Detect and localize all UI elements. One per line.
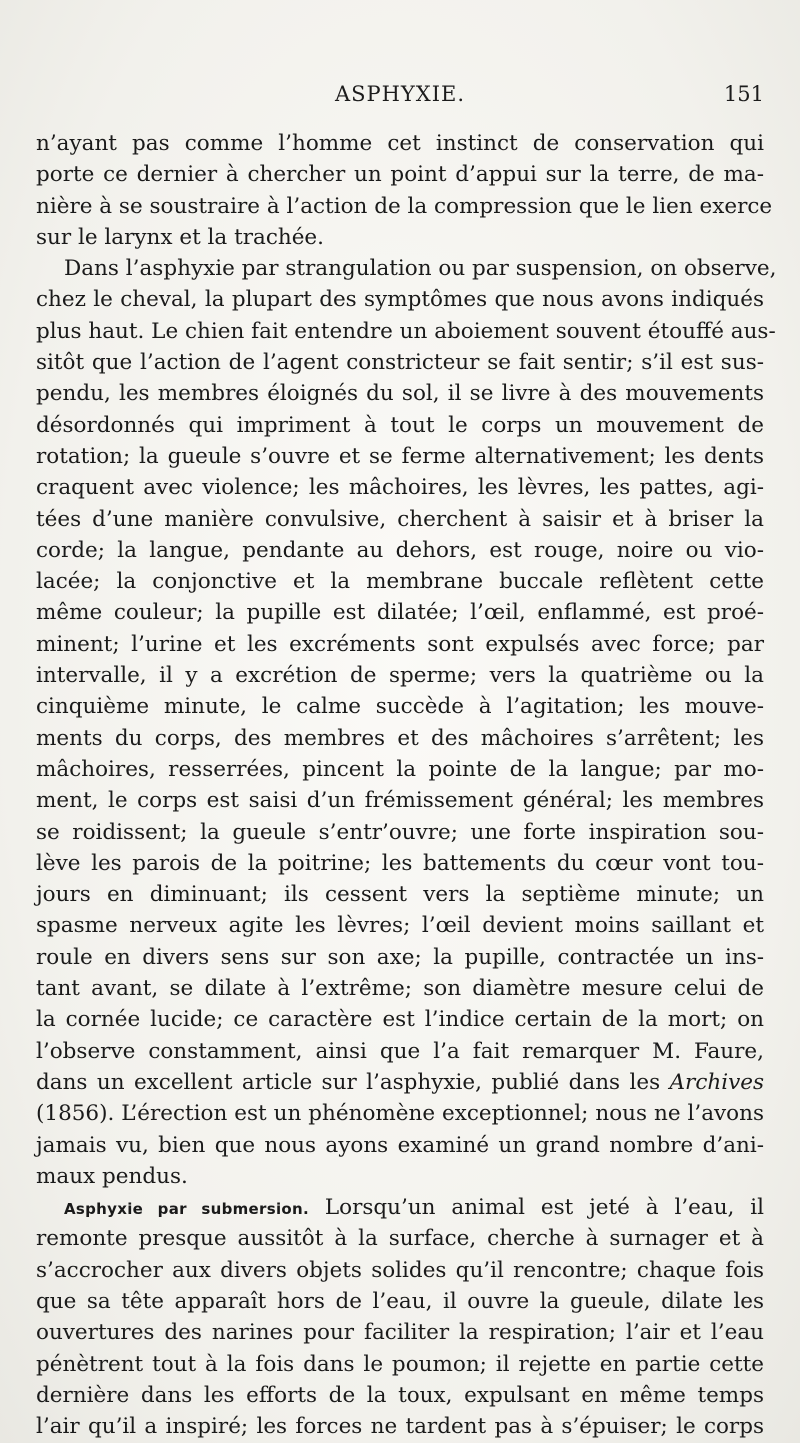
text-line: jamais vu, bien que nous ayons examiné un grand nombre d’ani- bbox=[36, 1132, 764, 1158]
text-line: ments du corps, des membres et des mâchoires s’arrêtent; les bbox=[36, 725, 764, 751]
text-line: corde; la langue, pendante au dehors, est rouge, noire ou vio- bbox=[36, 537, 764, 563]
text-line: mâchoires, resserrées, pincent la pointe de la langue; par mo- bbox=[36, 756, 764, 782]
text-line: l’air qu’il a inspiré; les forces ne tardent pas à s’épuiser; le corps bbox=[36, 1414, 764, 1440]
text-line: (1856). L’érection est un phénomène exceptionnel; nous ne l’avons bbox=[36, 1101, 764, 1127]
text-line: même couleur; la pupille est dilatée; l’œil, enflammé, est proé- bbox=[36, 600, 764, 626]
text-line: l’observe constamment, ainsi que l’a fait remarquer M. Faure, bbox=[36, 1038, 764, 1064]
text-line: lacée; la conjonctive et la membrane buccale reflètent cette bbox=[36, 569, 764, 595]
text-line: lève les parois de la poitrine; les battements du cœur vont tou- bbox=[36, 850, 764, 876]
text-line: plus haut. Le chien fait entendre un aboiement souvent étouffé aus- bbox=[36, 318, 776, 344]
running-title: ASPHYXIE. bbox=[334, 82, 466, 106]
text-line: sur le larynx et la trachée. bbox=[36, 224, 324, 250]
text-line: minent; l’urine et les excréments sont expulsés avec force; par bbox=[36, 631, 764, 657]
text-line: tant avant, se dilate à l’extrême; son diamètre mesure celui de bbox=[36, 976, 764, 1002]
text-line: remonte presque aussitôt à la surface, cherche à surnager et à bbox=[36, 1226, 764, 1252]
text-line: roule en divers sens sur son axe; la pupille, contractée un ins- bbox=[36, 944, 764, 970]
text-line: se roidissent; la gueule s’entr’ouvre; une forte inspiration sou- bbox=[36, 819, 764, 845]
text-line: désordonnés qui impriment à tout le corps un mouvement de bbox=[36, 412, 764, 438]
text-line: ouvertures des narines pour faciliter la respiration; l’air et l’eau bbox=[36, 1320, 764, 1346]
text-line-archives bbox=[36, 1067, 764, 1098]
text-line: spasme nerveux agite les lèvres; l’œil devient moins saillant et bbox=[36, 913, 764, 939]
text-line: tées d’une manière convulsive, cherchent à saisir et à briser la bbox=[36, 506, 764, 532]
text-line: intervalle, il y a excrétion de sperme; vers la quatrième ou la bbox=[36, 663, 764, 689]
text-line: que sa tête apparaît hors de l’eau, il ouvre la gueule, dilate les bbox=[36, 1288, 764, 1314]
text-line: porte ce dernier à chercher un point d’appui sur la terre, de ma- bbox=[36, 162, 764, 188]
text-line: jours en diminuant; ils cessent vers la septième minute; un bbox=[36, 882, 764, 908]
text-line: ment, le corps est saisi d’un frémissement général; les membres bbox=[36, 788, 764, 814]
text-line: la cornée lucide; ce caractère est l’indice certain de la mort; on bbox=[36, 1007, 764, 1033]
text-line: s’accrocher aux divers objets solides qu’il rencontre; chaque fois bbox=[36, 1257, 764, 1283]
text-line: dernière dans les efforts de la toux, expulsant en même temps bbox=[36, 1382, 764, 1408]
text-segment: Lorsqu’un animal est jeté à l’eau, il bbox=[308, 1195, 764, 1221]
section-heading: Asphyxie par submersion. bbox=[64, 1200, 309, 1219]
journal-title: Archives bbox=[669, 1069, 764, 1095]
text-line: craquent avec violence; les mâchoires, les lèvres, les pattes, agi- bbox=[36, 475, 764, 501]
text-segment: dans un excellent article sur l’asphyxie, publié dans les bbox=[36, 1069, 670, 1095]
text-line: sitôt que l’action de l’agent constricteur se fait sentir; s’il est sus- bbox=[36, 350, 764, 376]
page-header bbox=[36, 82, 764, 116]
body-text bbox=[36, 128, 777, 1442]
text-line: pendu, les membres éloignés du sol, il se livre à des mouvements bbox=[36, 381, 764, 407]
text-line: chez le cheval, la plupart des symptômes que nous avons indiqués bbox=[36, 287, 764, 313]
text-line: Dans l’asphyxie par strangulation ou par suspension, on observe, bbox=[64, 256, 777, 282]
section-first-line bbox=[36, 1192, 764, 1223]
text-line: nière à se soustraire à l’action de la compression que le lien exerce bbox=[36, 193, 773, 219]
text-line: pénètrent tout à la fois dans le poumon; il rejette en partie cette bbox=[36, 1351, 764, 1377]
text-line: maux pendus. bbox=[36, 1163, 188, 1189]
text-line: rotation; la gueule s’ouvre et se ferme alternativement; les dents bbox=[36, 443, 764, 469]
text-line: cinquième minute, le calme succède à l’agitation; les mouve- bbox=[36, 694, 764, 720]
text-line: n’ayant pas comme l’homme cet instinct de conservation qui bbox=[36, 131, 764, 156]
page-number: 151 bbox=[723, 82, 764, 106]
